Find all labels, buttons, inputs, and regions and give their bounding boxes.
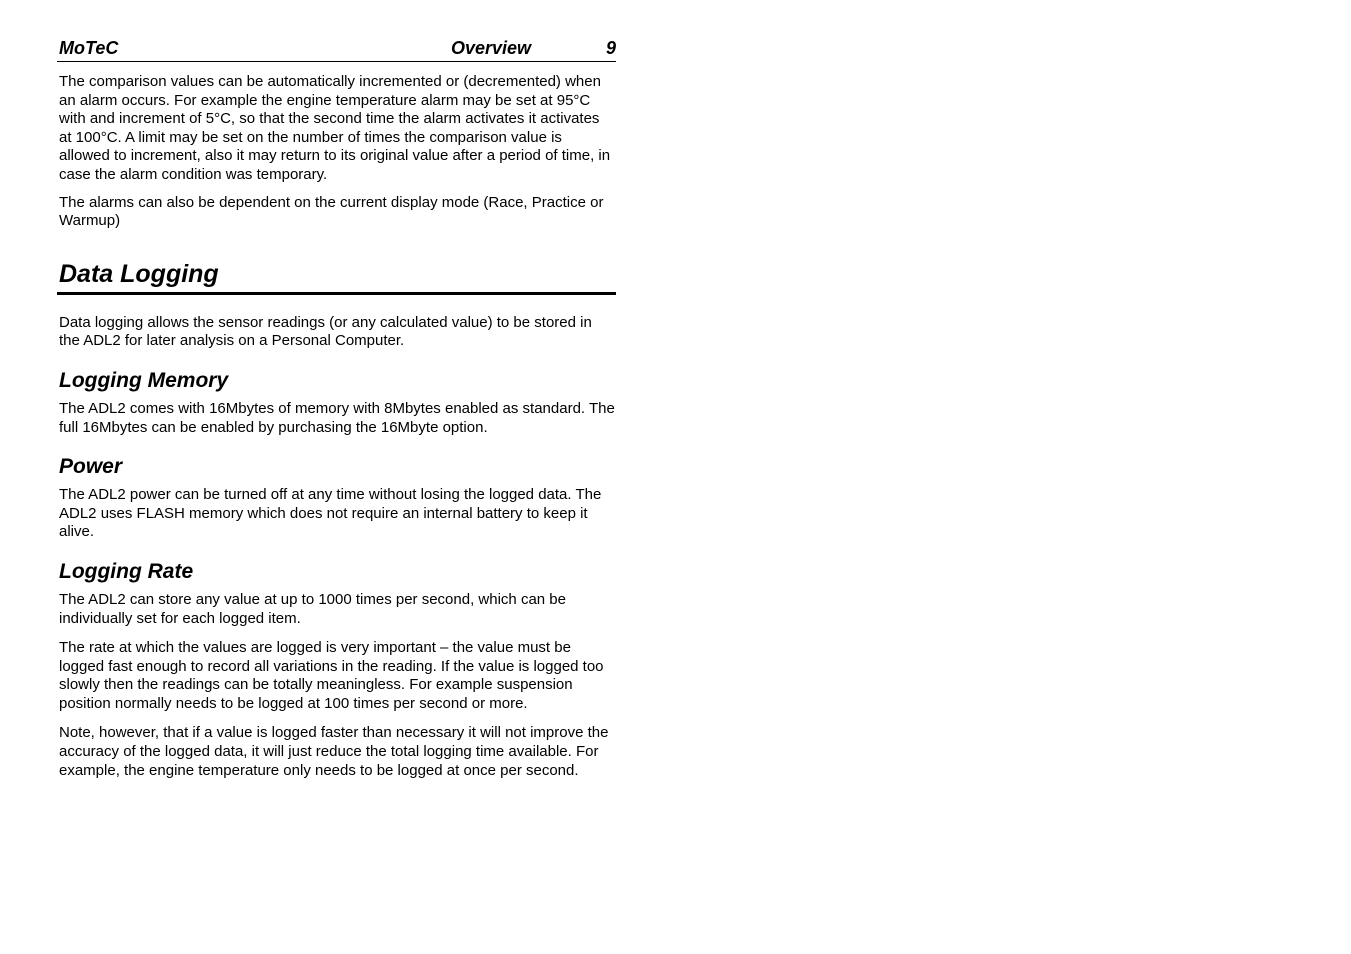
heading-power: Power <box>59 455 123 479</box>
logging-rate-paragraph-3: Note, however, that if a value is logged faster than necessary it will not improve the accuracy of the logged data, it will just reduce the total logging time available. For example, the engine temperature only needs to be logged at once per second. <box>59 724 609 779</box>
intro-paragraph-1: The comparison values can be automatically incremented or (decremented) when an alarm occurs. For example the engine temperature alarm may be set at 95°C with and increment of 5°C, so that the second time the alarm activates it activates at 100°C. A limit may be set on the number of times the comparison value is allowed to increment, also it may return to its original value after a period of time, in case the alarm condition was temporary. <box>59 73 611 183</box>
data-logging-paragraph: Data logging allows the sensor readings (or any calculated value) to be stored in the ADL2 for later analysis on a Personal Computer. <box>59 313 592 350</box>
heading-data-logging: Data Logging <box>57 258 616 295</box>
logging-rate-paragraph-2: The rate at which the values are logged is very important – the value must be logged fast enough to record all variations in the reading. If the value is logged too slowly then the readings can be totally meaningless. For example suspension position normally needs to be logged at 100 times per second or more. <box>59 639 604 712</box>
power-paragraph: The ADL2 power can be turned off at any time without losing the logged data. The ADL2 uses FLASH memory which does not require an internal battery to keep it alive. <box>59 486 602 541</box>
header-brand: MoTeC <box>59 38 119 58</box>
document-page <box>57 36 616 780</box>
logging-memory-paragraph: The ADL2 comes with 16Mbytes of memory with 8Mbytes enabled as standard. The full 16Mbytes can be enabled by purchasing the 16Mbyte option. <box>59 399 615 436</box>
heading-logging-rate: Logging Rate <box>59 559 194 583</box>
running-header <box>57 36 616 62</box>
intro-paragraph-2: The alarms can also be dependent on the current display mode (Race, Practice or Warmup) <box>59 193 604 230</box>
heading-logging-memory: Logging Memory <box>59 368 229 392</box>
header-section-title: Overview <box>451 38 532 58</box>
logging-rate-paragraph-1: The ADL2 can store any value at up to 1000 times per second, which can be individually set for each logged item. <box>59 590 566 627</box>
header-page-number: 9 <box>605 38 616 58</box>
